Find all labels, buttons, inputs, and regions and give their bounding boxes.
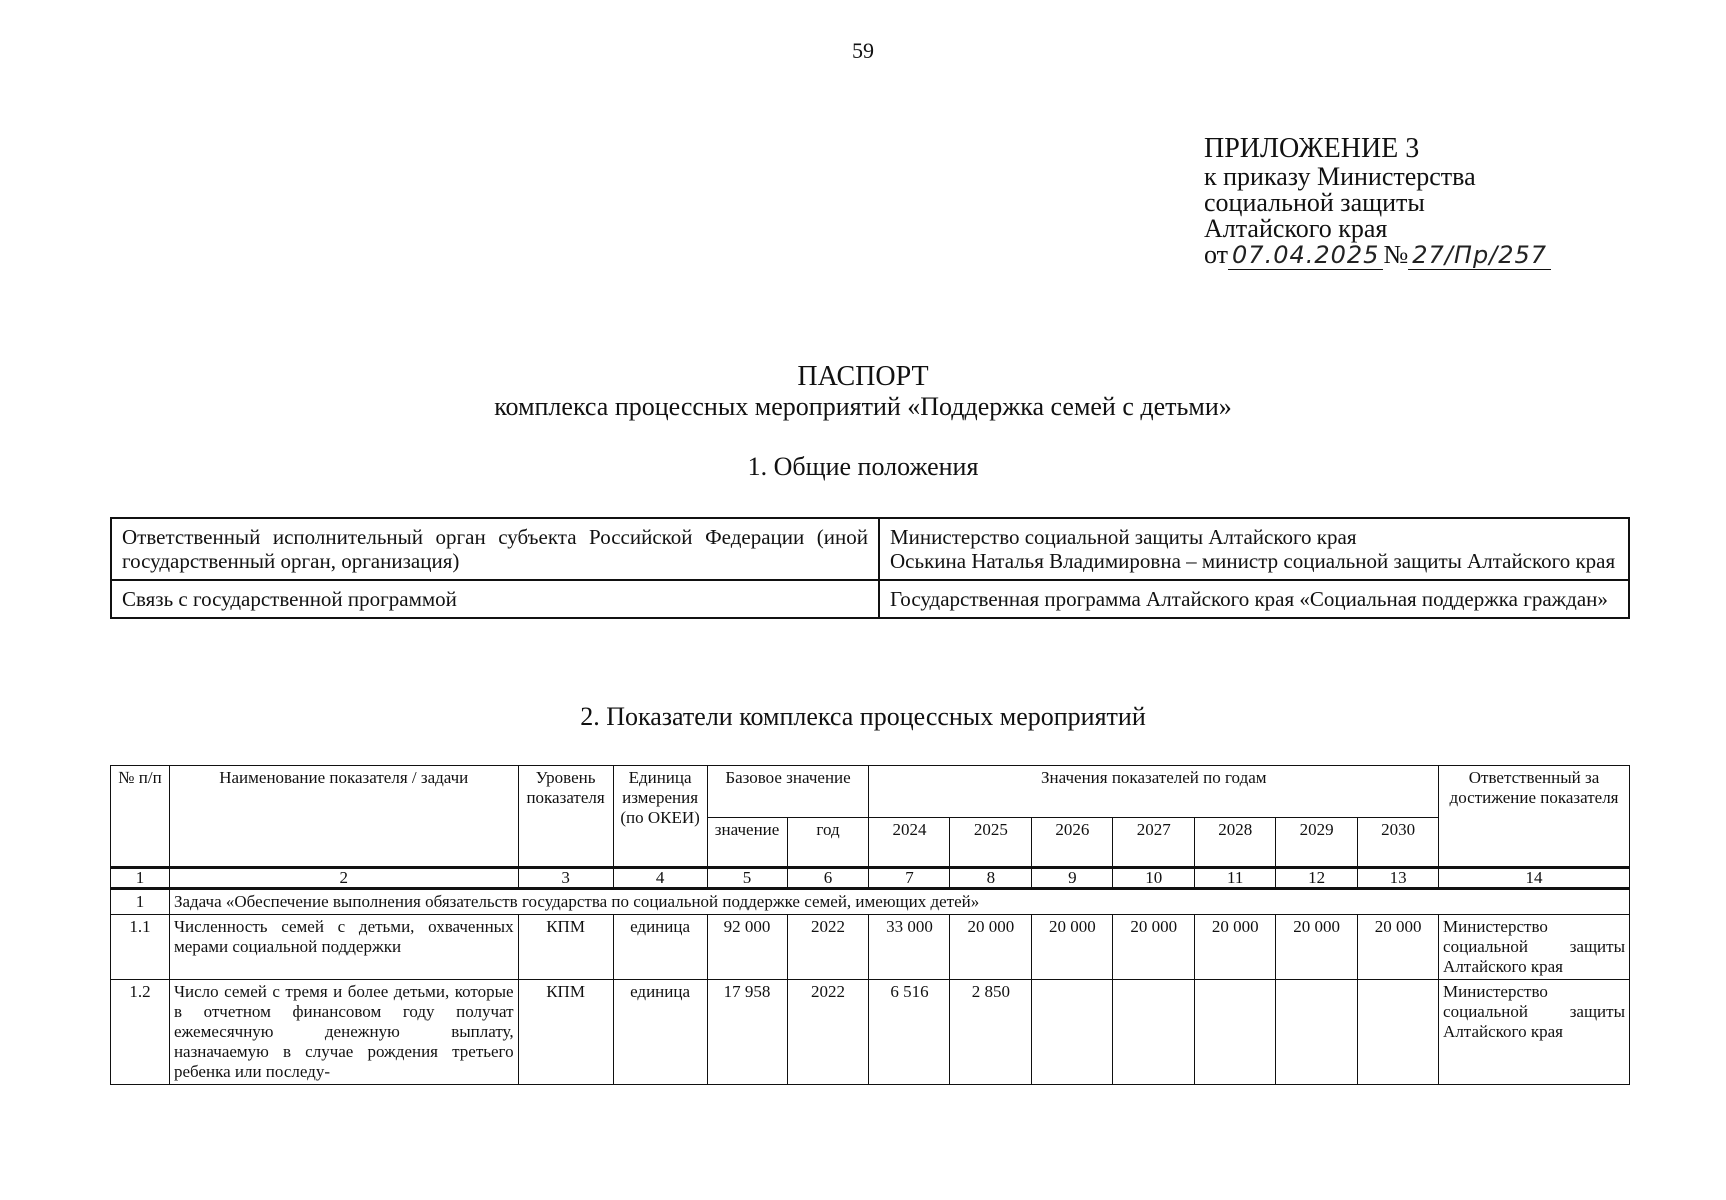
header-year: 2030 [1358,818,1439,868]
responsible-body-label: Ответственный исполнительный орган субъекта Российской Федерации (иной государственный орган, организация) [111,518,879,580]
base-value: 17 958 [707,980,787,1085]
year-value: 6 516 [869,980,950,1085]
column-number: 1 [111,868,170,889]
order-number-handwritten: 27/Пр/257 [1408,241,1551,270]
responsible-party: Министерство социальной защиты Алтайского края [1439,980,1630,1085]
column-numbers-row [111,868,1630,889]
year-value: 20 000 [1358,915,1439,980]
year-value: 20 000 [1032,915,1113,980]
order-number-label: № [1383,240,1409,269]
column-number: 12 [1276,868,1358,889]
header-level: Уровень показателя [518,766,613,868]
header-year: 2028 [1195,818,1276,868]
header-year: 2025 [950,818,1032,868]
row-number: 1.2 [111,980,170,1085]
header-base: Базовое значение [707,766,869,818]
header-no: № п/п [111,766,170,868]
passport-subtitle: комплекса процессных мероприятий «Поддержка семей с детьми» [494,392,1232,421]
header-name: Наименование показателя / задачи [169,766,518,868]
year-value [1032,980,1113,1085]
year-value: 33 000 [869,915,950,980]
column-number: 5 [707,868,787,889]
task-number: 1 [111,889,170,915]
responsible-ministry: Министерство социальной защиты Алтайского края [890,525,1357,549]
appendix-line-1: к приказу Министерства [1204,162,1476,191]
year-value: 2 850 [950,980,1032,1085]
year-value [1358,980,1439,1085]
column-number: 11 [1195,868,1276,889]
column-number: 7 [869,868,950,889]
column-number: 9 [1032,868,1113,889]
program-link-label: Связь с государственной программой [111,580,879,618]
responsible-body-value [879,518,1629,580]
column-number: 14 [1439,868,1630,889]
section-1-heading: 1. Общие положения [747,452,979,481]
order-date-handwritten: 07.04.2025 [1228,241,1383,270]
year-value [1195,980,1276,1085]
section-2-heading: 2. Показатели комплекса процессных мероприятий [580,702,1146,731]
year-value [1276,980,1358,1085]
header-base-value: значение [707,818,787,868]
appendix-line-3: Алтайского края [1204,214,1388,243]
table-row [111,980,1630,1085]
indicator-name: Число семей с тремя и более детьми, которые в отчетном финансовом году получат ежемесячную денежную выплату, назначаемую в случае рождения третьего ребенка или последу- [169,980,518,1085]
appendix-title: ПРИЛОЖЕНИЕ 3 [1204,133,1420,164]
header-year: 2026 [1032,818,1113,868]
order-date-number [1204,242,1551,268]
indicator-name: Численность семей с детьми, охваченных мерами социальной поддержки [169,915,518,980]
passport-title: ПАСПОРТ [797,361,929,392]
page-number: 59 [852,38,874,63]
column-number: 10 [1113,868,1195,889]
indicator-level: КПМ [518,915,613,980]
task-row [111,889,1630,915]
indicator-unit: единица [613,915,707,980]
base-year: 2022 [787,980,869,1085]
year-value [1113,980,1195,1085]
header-responsible: Ответственный за достижение показателя [1439,766,1630,868]
year-value: 20 000 [1195,915,1276,980]
year-value: 20 000 [950,915,1032,980]
appendix-block [1204,134,1551,268]
table-row [111,915,1630,980]
header-values-by-year: Значения показателей по годам [869,766,1439,818]
indicators-table [110,765,1630,1085]
column-number: 4 [613,868,707,889]
column-number: 8 [950,868,1032,889]
table-row [111,580,1629,618]
header-year: 2027 [1113,818,1195,868]
table-row [111,518,1629,580]
indicator-level: КПМ [518,980,613,1085]
column-number: 2 [169,868,518,889]
order-from-label: от [1204,240,1229,269]
row-number: 1.1 [111,915,170,980]
year-value: 20 000 [1113,915,1195,980]
column-number: 13 [1358,868,1439,889]
document-title [0,362,1726,422]
state-program-name: Государственная программа Алтайского края «Социальная поддержка граждан» [890,587,1608,611]
header-unit: Единица измерения (по ОКЕИ) [613,766,707,868]
responsible-minister: Оськина Наталья Владимировна – министр социальной защиты Алтайского края [890,549,1616,573]
base-year: 2022 [787,915,869,980]
program-link-value [879,580,1629,618]
column-number: 6 [787,868,869,889]
responsible-party: Министерство социальной защиты Алтайского края [1439,915,1630,980]
indicator-unit: единица [613,980,707,1085]
appendix-line-2: социальной защиты [1204,188,1425,217]
header-row-1 [111,766,1630,818]
year-value: 20 000 [1276,915,1358,980]
base-value: 92 000 [707,915,787,980]
header-year: 2024 [869,818,950,868]
header-base-year: год [787,818,869,868]
task-text: Задача «Обеспечение выполнения обязательств государства по социальной поддержке семей, имеющих детей» [169,889,1629,915]
header-year: 2029 [1276,818,1358,868]
column-number: 3 [518,868,613,889]
general-provisions-table [110,517,1630,619]
